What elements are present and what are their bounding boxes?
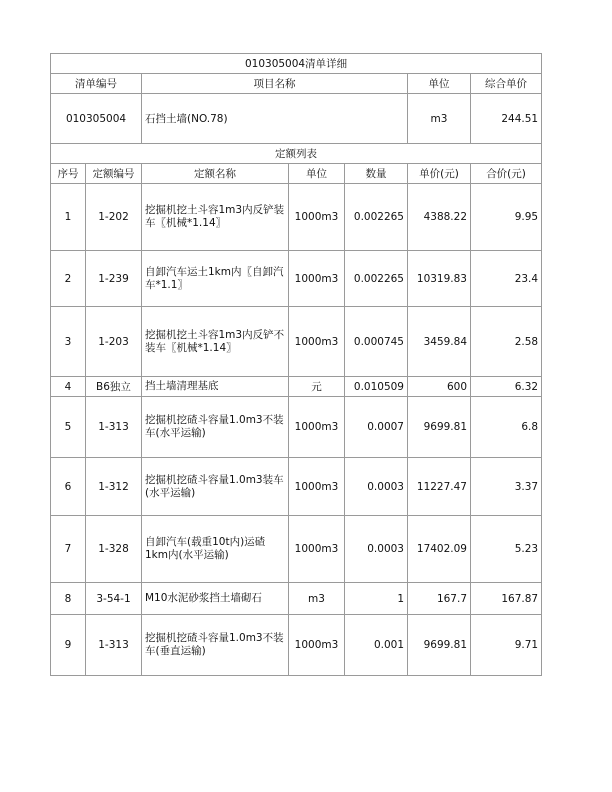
row-seq: 1	[51, 184, 86, 251]
row-qty: 0.010509	[345, 377, 408, 397]
row-code: 1-328	[86, 516, 142, 583]
row-total: 3.37	[471, 458, 542, 516]
row-seq: 8	[51, 583, 86, 615]
row-code: 1-202	[86, 184, 142, 251]
row-unit: 1000m3	[289, 307, 345, 377]
quota-unit-header: 单位	[289, 164, 345, 184]
row-seq: 7	[51, 516, 86, 583]
row-total: 9.95	[471, 184, 542, 251]
item-code: 010305004	[51, 94, 142, 144]
seq-header: 序号	[51, 164, 86, 184]
row-unit-price: 600	[408, 377, 471, 397]
row-unit-price: 9699.81	[408, 397, 471, 458]
row-unit-price: 3459.84	[408, 307, 471, 377]
row-unit: 元	[289, 377, 345, 397]
bill-detail-table	[50, 53, 542, 676]
row-unit: 1000m3	[289, 397, 345, 458]
row-unit-price: 9699.81	[408, 615, 471, 676]
row-seq: 6	[51, 458, 86, 516]
row-unit: 1000m3	[289, 458, 345, 516]
row-qty: 0.001	[345, 615, 408, 676]
title-row	[51, 54, 542, 74]
row-name: M10水泥砂浆挡土墙砌石	[142, 583, 289, 615]
quota-name-header: 定额名称	[142, 164, 289, 184]
quota-list-title: 定额列表	[51, 144, 542, 164]
row-name: 挖掘机挖土斗容1m3内反铲不装车〖机械*1.14〗	[142, 307, 289, 377]
row-total: 23.4	[471, 251, 542, 307]
row-code: 3-54-1	[86, 583, 142, 615]
row-qty: 0.0007	[345, 397, 408, 458]
row-qty: 0.0003	[345, 516, 408, 583]
total-header: 合价(元)	[471, 164, 542, 184]
row-code: 1-203	[86, 307, 142, 377]
row-name: 自卸汽车(载重10t内)运碴1km内(水平运输)	[142, 516, 289, 583]
row-seq: 4	[51, 377, 86, 397]
row-total: 6.32	[471, 377, 542, 397]
item-price: 244.51	[471, 94, 542, 144]
row-seq: 2	[51, 251, 86, 307]
row-unit: 1000m3	[289, 516, 345, 583]
item-unit: m3	[408, 94, 471, 144]
item-unit-header: 单位	[408, 74, 471, 94]
row-unit-price: 4388.22	[408, 184, 471, 251]
row-total: 5.23	[471, 516, 542, 583]
row-seq: 3	[51, 307, 86, 377]
table-title: 010305004清单详细	[51, 54, 542, 74]
row-code: 1-313	[86, 397, 142, 458]
row-unit-price: 11227.47	[408, 458, 471, 516]
row-name: 挖掘机挖土斗容1m3内反铲装车〖机械*1.14〗	[142, 184, 289, 251]
table-row	[51, 615, 542, 676]
row-unit: m3	[289, 583, 345, 615]
row-qty: 0.0003	[345, 458, 408, 516]
table-row	[51, 583, 542, 615]
qty-header: 数量	[345, 164, 408, 184]
item-code-header: 清单编号	[51, 74, 142, 94]
row-unit: 1000m3	[289, 184, 345, 251]
item-name-header: 项目名称	[142, 74, 408, 94]
table-row	[51, 184, 542, 251]
quota-code-header: 定额编号	[86, 164, 142, 184]
row-unit-price: 10319.83	[408, 251, 471, 307]
row-qty: 0.000745	[345, 307, 408, 377]
row-code: 1-313	[86, 615, 142, 676]
row-unit: 1000m3	[289, 615, 345, 676]
row-qty: 0.002265	[345, 184, 408, 251]
row-code: 1-239	[86, 251, 142, 307]
table-row	[51, 251, 542, 307]
row-seq: 9	[51, 615, 86, 676]
item-header-row	[51, 74, 542, 94]
quota-title-row	[51, 144, 542, 164]
row-qty: 0.002265	[345, 251, 408, 307]
row-unit-price: 17402.09	[408, 516, 471, 583]
row-code: 1-312	[86, 458, 142, 516]
row-name: 挖掘机挖碴斗容量1.0m3不装车(水平运输)	[142, 397, 289, 458]
row-code: B6独立	[86, 377, 142, 397]
row-unit: 1000m3	[289, 251, 345, 307]
table-row	[51, 458, 542, 516]
row-total: 9.71	[471, 615, 542, 676]
item-price-header: 综合单价	[471, 74, 542, 94]
table-row	[51, 377, 542, 397]
row-total: 6.8	[471, 397, 542, 458]
unit-price-header: 单价(元)	[408, 164, 471, 184]
table-row	[51, 516, 542, 583]
row-seq: 5	[51, 397, 86, 458]
table-row	[51, 397, 542, 458]
row-total: 167.87	[471, 583, 542, 615]
item-name: 石挡土墙(NO.78)	[142, 94, 408, 144]
row-total: 2.58	[471, 307, 542, 377]
quota-header-row	[51, 164, 542, 184]
row-name: 挡土墙清理基底	[142, 377, 289, 397]
row-qty: 1	[345, 583, 408, 615]
row-name: 挖掘机挖碴斗容量1.0m3不装车(垂直运输)	[142, 615, 289, 676]
row-name: 挖掘机挖碴斗容量1.0m3装车(水平运输)	[142, 458, 289, 516]
item-row	[51, 94, 542, 144]
table-row	[51, 307, 542, 377]
row-name: 自卸汽车运土1km内〖自卸汽车*1.1〗	[142, 251, 289, 307]
row-unit-price: 167.7	[408, 583, 471, 615]
